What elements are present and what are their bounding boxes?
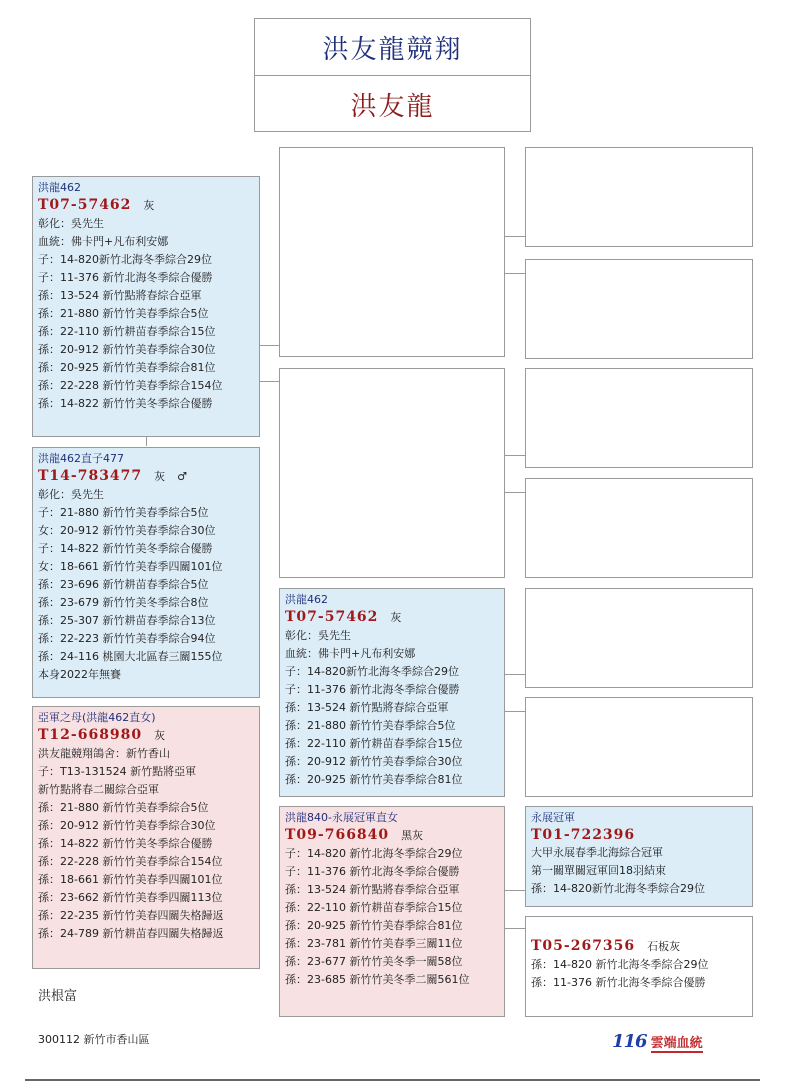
title-block [254,18,531,132]
empty-pedigree-box [525,588,753,688]
pigeon-name: 永展冠軍 [531,811,575,824]
pedigree-line: 孫：23-677 新竹竹美冬季一關58位 [285,955,463,968]
pedigree-line: 子：T13-131524 新竹點將亞軍 [38,765,197,778]
connector-line [504,236,525,237]
empty-pedigree-box [525,368,753,468]
male-sex-icon: ♂ [177,470,188,483]
sibling-pigeon-card [32,447,260,698]
pedigree-line: 孫：23-679 新竹竹美冬季綜合8位 [38,596,209,609]
ring-number: T09-766840 [285,827,390,843]
ring-number: T12-668980 [38,727,143,743]
pigeon-name: 亞軍之母(洪龍462直女) [38,711,156,724]
connector-line [504,674,525,675]
pigeon-color: 灰 [390,611,402,624]
pedigree-line: 孫：20-912 新竹竹美春季綜合30位 [38,819,216,832]
pedigree-line: 孫：23-685 新竹竹美冬季二關561位 [285,973,470,986]
pedigree-line: 孫：22-110 新竹耕苗春季綜合15位 [38,325,216,338]
pedigree-line: 子：14-822 新竹竹美冬季綜合優勝 [38,542,213,555]
dam-sire-card [525,806,753,907]
pedigree-line: 子：14-820新竹北海冬季綜合29位 [285,665,459,678]
connector-line [504,928,525,929]
address: 300112 新竹市香山區 [38,1033,150,1046]
empty-pedigree-box [525,697,753,797]
pedigree-line: 孫：23-696 新竹耕苗春季綜合5位 [38,578,209,591]
connector-line [504,492,525,493]
pedigree-line: 子：21-880 新竹竹美春季綜合5位 [38,506,209,519]
pigeon-name: 洪龍840-永展冠軍直女 [285,811,398,824]
pigeon-color: 灰 [154,729,166,742]
pedigree-line: 孫：14-822 新竹竹美冬季綜合優勝 [38,397,213,410]
pedigree-line: 孫：22-110 新竹耕苗春季綜合15位 [285,901,463,914]
pedigree-line: 孫：13-524 新竹點將春季綜合亞軍 [285,883,460,896]
logo-text: 雲端血統 [650,1036,703,1051]
connector-line [504,455,525,456]
pedigree-line: 孫：20-925 新竹竹美春季綜合81位 [285,919,463,932]
pedigree-line: 孫：22-228 新竹竹美春季綜合154位 [38,379,223,392]
dam-dam-card [525,916,753,1017]
pedigree-line: 孫：14-820 新竹北海冬季綜合29位 [531,958,709,971]
owner-name: 洪友龍 [350,91,435,122]
pedigree-line: 子：11-376 新竹北海冬季綜合優勝 [285,683,460,696]
pedigree-line: 第一關單關冠軍回18羽結束 [531,864,666,877]
pedigree-line: 孫：22-235 新竹竹美春四關失格歸返 [38,909,224,922]
dam-reference-card [32,706,260,969]
pedigree-line: 血統：佛卡門+凡布利安娜 [285,647,416,660]
dam-card [279,806,505,1017]
connector-line [504,273,525,274]
connector-line [259,381,279,382]
breeder-name: 洪根富 [38,989,78,1004]
empty-pedigree-box [525,147,753,247]
pedigree-line: 孫：24-789 新竹耕苗春四關失格歸返 [38,927,224,940]
pigeon-name: 洪龍462 [285,593,328,606]
pedigree-line: 大甲永展春季北海綜合冠軍 [531,846,663,859]
pedigree-line: 孫：11-376 新竹北海冬季綜合優勝 [531,976,706,989]
empty-pedigree-box [525,259,753,359]
empty-pedigree-box [279,147,505,357]
connector-line [504,890,525,891]
pedigree-line: 子：11-376 新竹北海冬季綜合優勝 [38,271,213,284]
pedigree-line: 新竹點將春二關綜合亞軍 [38,783,159,796]
pedigree-line: 孫：22-110 新竹耕苗春季綜合15位 [285,737,463,750]
connector-line [504,711,525,712]
connector-line [259,345,279,346]
pedigree-line: 孫：21-880 新竹竹美春季綜合5位 [38,801,209,814]
pedigree-line: 孫：14-820新竹北海冬季綜合29位 [531,882,705,895]
empty-pedigree-box [525,478,753,578]
connector-line [146,436,147,446]
subject-pigeon-card [32,176,260,437]
pedigree-line: 洪友龍競翔鴿舍：新竹香山 [38,747,170,760]
pigeon-color: 灰 [154,470,166,483]
pigeon-color: 石板灰 [647,940,681,953]
pedigree-line: 孫：20-912 新竹竹美春季綜合30位 [285,755,463,768]
empty-pedigree-box [279,368,505,578]
pedigree-line: 孫：20-925 新竹竹美春季綜合81位 [38,361,216,374]
ring-number: T05-267356 [531,938,636,954]
ring-number: T14-783477 [38,468,143,484]
divider [25,1079,760,1081]
pedigree-line: 子：14-820 新竹北海冬季綜合29位 [285,847,463,860]
pedigree-line: 孫：18-661 新竹竹美春季四關101位 [38,873,223,886]
pedigree-line: 孫：21-880 新竹竹美春季綜合5位 [285,719,456,732]
pedigree-line: 孫：20-925 新竹竹美春季綜合81位 [285,773,463,786]
pigeon-color: 黑灰 [401,829,424,842]
pedigree-line: 彰化：吳先生 [285,629,351,642]
pedigree-line: 孫：22-228 新竹竹美春季綜合154位 [38,855,223,868]
pedigree-line: 孫：22-223 新竹竹美春季綜合94位 [38,632,216,645]
pedigree-line: 子：11-376 新竹北海冬季綜合優勝 [285,865,460,878]
pedigree-line: 孫：23-781 新竹竹美春季三關11位 [285,937,463,950]
ring-number: T07-57462 [38,197,132,213]
pedigree-line: 孫：21-880 新竹竹美春季綜合5位 [38,307,209,320]
pedigree-line: 孫：13-524 新竹點將春綜合亞軍 [285,701,449,714]
ring-number: T01-722396 [531,827,636,843]
pedigree-line: 本身2022年無賽 [38,668,121,681]
pedigree-line: 孫：14-822 新竹竹美冬季綜合優勝 [38,837,213,850]
pigeon-color: 灰 [143,199,155,212]
pedigree-line: 彰化：吳先生 [38,217,104,230]
pigeon-name: 洪龍462 [38,181,81,194]
pedigree-line: 孫：23-662 新竹竹美春季四關113位 [38,891,223,904]
pedigree-line: 女：18-661 新竹竹美春季四關101位 [38,560,223,573]
logo [612,1031,703,1052]
pedigree-line: 女：20-912 新竹竹美春季綜合30位 [38,524,216,537]
loft-title: 洪友龍競翔 [255,19,530,76]
pedigree-line: 孫：24-116 桃園大北區春三關155位 [38,650,223,663]
pedigree-line: 孫：20-912 新竹竹美春季綜合30位 [38,343,216,356]
sire-card [279,588,505,797]
pedigree-line: 孫：25-307 新竹耕苗春季綜合13位 [38,614,216,627]
pedigree-line: 子：14-820新竹北海冬季綜合29位 [38,253,212,266]
ring-number: T07-57462 [285,609,379,625]
pedigree-line: 血統：佛卡門+凡布利安娜 [38,235,169,248]
logo-number: 116 [612,1031,647,1052]
pedigree-line: 孫：13-524 新竹點將春綜合亞軍 [38,289,202,302]
pigeon-name: 洪龍462直子477 [38,452,124,465]
pedigree-line: 彰化：吳先生 [38,488,104,501]
